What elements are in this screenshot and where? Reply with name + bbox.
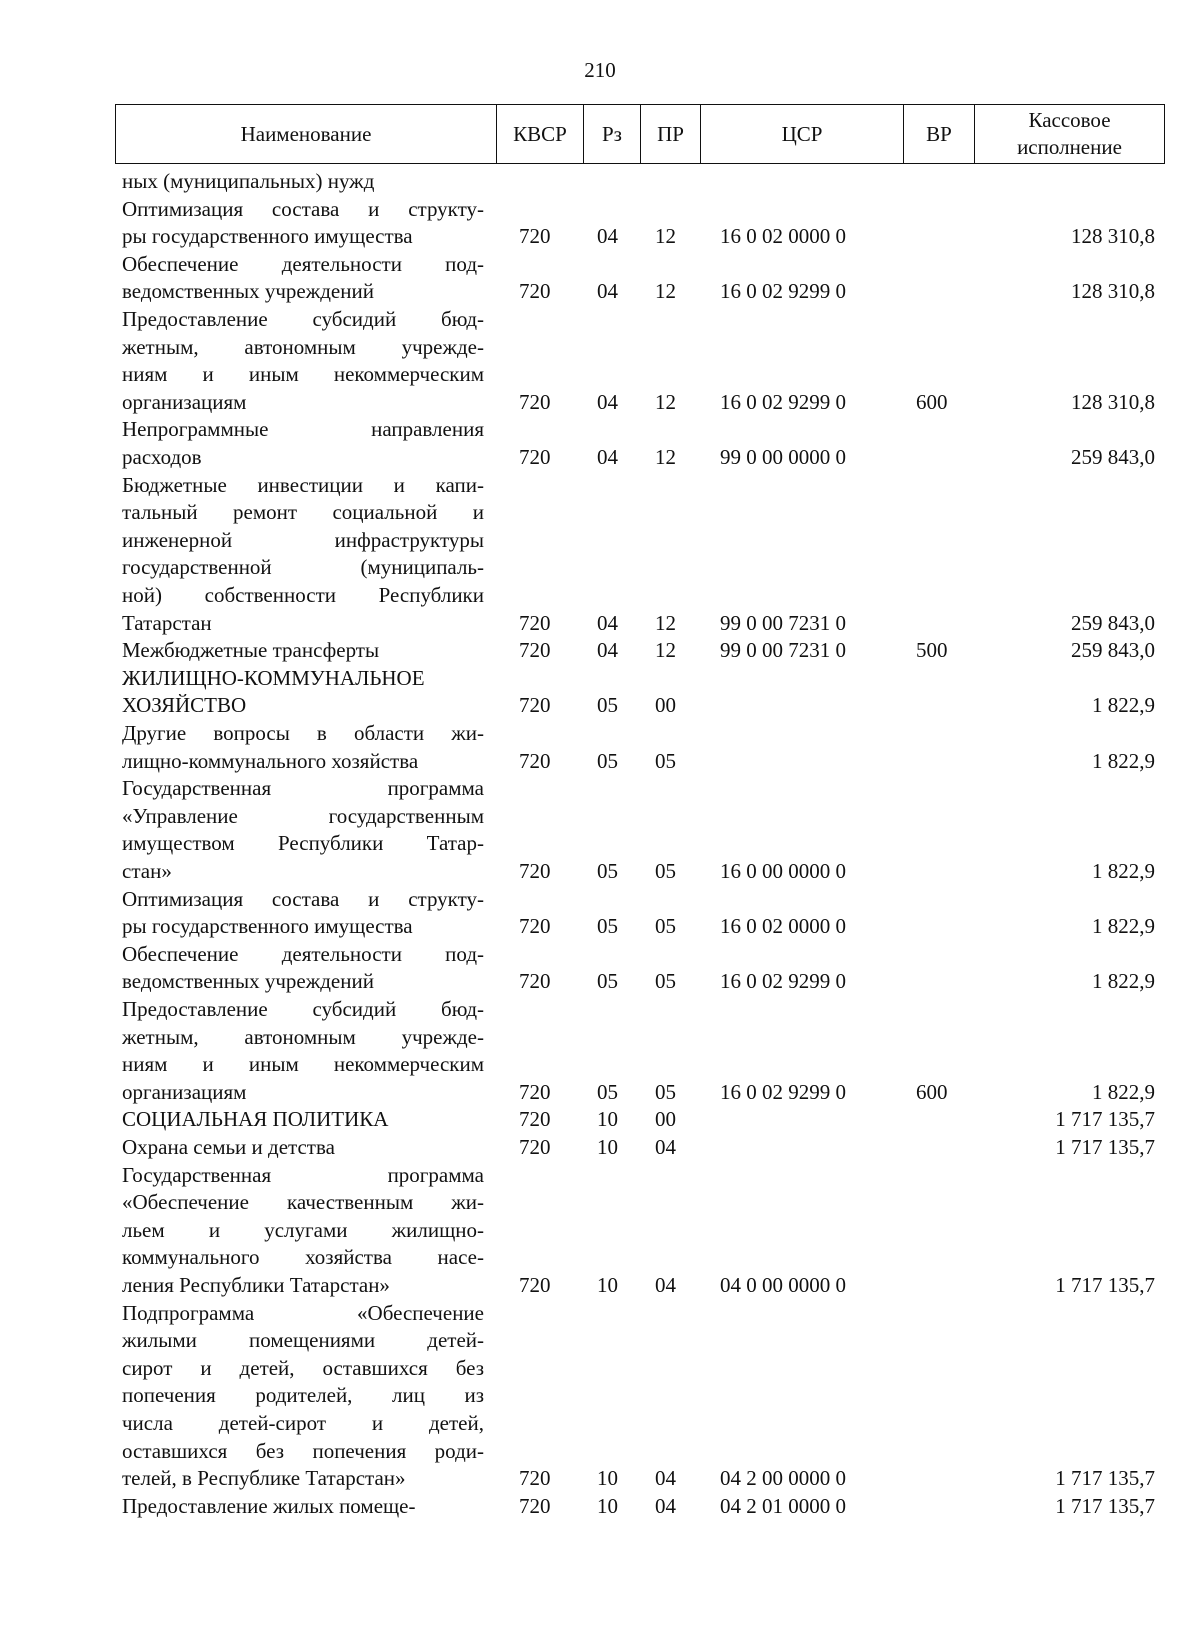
table-row (0, 1162, 1200, 1300)
row-name-line: Другие вопросы в области жи- (122, 721, 484, 745)
row-name-line: телей, в Республике Татарстан» (122, 1466, 406, 1491)
row-name (122, 886, 484, 941)
row-rz: 05 (597, 969, 618, 994)
row-rz: 04 (597, 224, 618, 249)
row-rz: 10 (597, 1493, 618, 1518)
row-csr: 04 2 00 0000 0 (720, 1466, 846, 1491)
row-name-line: ных (муниципальных) нужд (122, 169, 375, 193)
row-name-line: льем и услугами жилищно- (122, 1217, 484, 1242)
row-name-line: «Обеспечение качественным жи- (122, 1190, 484, 1215)
row-kvsr: 720 (519, 1135, 551, 1159)
table-row (0, 1493, 1200, 1521)
row-name-line: числа детей-сирот и детей, (122, 1411, 484, 1435)
row-csr: 16 0 02 9299 0 (720, 389, 846, 414)
row-name (122, 1493, 484, 1521)
row-amount: 1 717 135,7 (1055, 1273, 1155, 1297)
row-kvsr: 720 (519, 693, 551, 718)
row-name-line: Межбюджетные трансферты (122, 638, 380, 663)
row-name-line: Охрана семьи и детства (122, 1135, 335, 1159)
row-csr: 16 0 02 9299 0 (720, 969, 846, 994)
row-amount: 128 310,8 (1071, 224, 1155, 249)
row-name-line: оставшихся без попечения роди- (122, 1438, 484, 1463)
table-row (0, 1300, 1200, 1493)
row-name-line: организациям (122, 389, 247, 414)
row-csr: 16 0 00 0000 0 (720, 858, 846, 883)
row-name (122, 196, 484, 251)
table-row (0, 1106, 1200, 1134)
row-amount: 128 310,8 (1071, 279, 1155, 304)
row-pr: 05 (655, 1079, 676, 1104)
row-kvsr: 720 (519, 444, 551, 469)
row-vr: 600 (916, 1079, 948, 1104)
row-amount: 259 843,0 (1071, 444, 1155, 469)
row-csr: 16 0 02 9299 0 (720, 279, 846, 304)
row-pr: 12 (655, 279, 676, 304)
table-row (0, 720, 1200, 775)
row-name (122, 941, 484, 996)
row-name-line: инженерной инфраструктуры (122, 527, 484, 552)
row-name-line: расходов (122, 444, 202, 469)
header-csr: ЦСР (701, 105, 904, 163)
row-name (122, 168, 484, 196)
row-kvsr: 720 (519, 1466, 551, 1491)
row-csr: 99 0 00 0000 0 (720, 444, 846, 469)
row-name (122, 996, 484, 1106)
table-row (0, 472, 1200, 638)
table-row (0, 306, 1200, 416)
row-vr: 500 (916, 638, 948, 663)
row-amount: 1 822,9 (1092, 914, 1155, 939)
row-name (122, 1106, 484, 1134)
row-rz: 10 (597, 1466, 618, 1491)
row-name (122, 251, 484, 306)
row-csr: 16 0 02 9299 0 (720, 1079, 846, 1104)
header-vr: ВР (904, 105, 975, 163)
row-name-line: жетным, автономным учрежде- (122, 1024, 484, 1049)
row-kvsr: 720 (519, 914, 551, 939)
row-name (122, 1162, 484, 1300)
table-row (0, 1134, 1200, 1162)
row-name-line: Бюджетные инвестиции и капи- (122, 472, 484, 497)
row-name-line: ниям и иным некоммерческим (122, 362, 484, 387)
row-amount: 259 843,0 (1071, 610, 1155, 635)
row-rz: 04 (597, 610, 618, 635)
row-pr: 05 (655, 748, 676, 773)
row-rz: 10 (597, 1135, 618, 1159)
table-row (0, 196, 1200, 251)
row-amount: 1 717 135,7 (1055, 1135, 1155, 1159)
row-name-line: сирот и детей, оставшихся без (122, 1355, 484, 1380)
row-name (122, 775, 484, 885)
table-header (115, 104, 1165, 164)
row-pr: 04 (655, 1493, 676, 1518)
row-name-line: ниям и иным некоммерческим (122, 1052, 484, 1077)
table-row (0, 941, 1200, 996)
row-rz: 05 (597, 1079, 618, 1104)
header-rz: Рз (584, 105, 641, 163)
row-name-line: ведомственных учреждений (122, 279, 374, 304)
row-pr: 04 (655, 1273, 676, 1297)
row-rz: 05 (597, 858, 618, 883)
row-pr: 04 (655, 1135, 676, 1159)
table-row (0, 168, 1200, 196)
row-name-line: Оптимизация состава и структу- (122, 196, 484, 221)
row-name-line: имуществом Республики Татар- (122, 831, 484, 856)
row-kvsr: 720 (519, 1493, 551, 1518)
row-name-line: Татарстан (122, 610, 212, 635)
header-kvsr: КВСР (497, 105, 584, 163)
row-name-line: ЖИЛИЩНО-КОММУНАЛЬНОЕ (122, 665, 425, 690)
header-kassovoe-line2: исполнение (1017, 135, 1122, 159)
row-name-line: Непрограммные направления (122, 417, 484, 442)
row-name-line: ления Республики Татарстан» (122, 1273, 390, 1297)
row-name-line: Предоставление субсидий бюд- (122, 307, 484, 332)
row-pr: 12 (655, 610, 676, 635)
row-amount: 1 822,9 (1092, 748, 1155, 773)
row-pr: 12 (655, 389, 676, 414)
row-rz: 04 (597, 444, 618, 469)
table-row (0, 637, 1200, 665)
row-name-line: ведомственных учреждений (122, 969, 374, 994)
header-kassovoe-line1: Кассовое (1028, 108, 1111, 132)
row-amount: 1 822,9 (1092, 858, 1155, 883)
row-pr: 04 (655, 1466, 676, 1491)
row-csr: 99 0 00 7231 0 (720, 610, 846, 635)
row-name-line: коммунального хозяйства насе- (122, 1245, 484, 1270)
table-row (0, 996, 1200, 1106)
row-amount: 1 822,9 (1092, 1079, 1155, 1104)
table-row (0, 665, 1200, 720)
row-name-line: Предоставление субсидий бюд- (122, 997, 484, 1022)
row-name-line: СОЦИАЛЬНАЯ ПОЛИТИКА (122, 1107, 389, 1132)
row-name (122, 720, 484, 775)
row-csr: 16 0 02 0000 0 (720, 224, 846, 249)
row-kvsr: 720 (519, 389, 551, 414)
row-name-line: ной) собственности Республики (122, 583, 484, 607)
row-pr: 05 (655, 969, 676, 994)
row-name (122, 306, 484, 416)
row-name (122, 665, 484, 720)
row-csr: 16 0 02 0000 0 (720, 914, 846, 939)
row-rz: 10 (597, 1273, 618, 1297)
header-kassovoe (975, 105, 1164, 163)
table-row (0, 251, 1200, 306)
row-rz: 05 (597, 693, 618, 718)
row-name-line: лищно-коммунального хозяйства (122, 748, 419, 773)
row-name-line: Государственная программа (122, 1162, 484, 1187)
row-name (122, 637, 484, 665)
row-name-line: жетным, автономным учрежде- (122, 334, 484, 359)
header-name: Наименование (116, 105, 497, 163)
row-name-line: Оптимизация состава и структу- (122, 886, 484, 911)
row-kvsr: 720 (519, 224, 551, 249)
row-name-line: жилыми помещениями детей- (122, 1328, 484, 1353)
row-rz: 10 (597, 1107, 618, 1132)
row-name-line: Подпрограмма «Обеспечение (122, 1300, 484, 1325)
row-name-line: Обеспечение деятельности под- (122, 941, 484, 966)
row-kvsr: 720 (519, 1273, 551, 1297)
row-name-line: государственной (муниципаль- (122, 555, 484, 580)
page-number: 210 (584, 58, 616, 82)
header-pr: ПР (641, 105, 701, 163)
row-name-line: ры государственного имущества (122, 224, 413, 249)
row-vr: 600 (916, 389, 948, 414)
row-pr: 12 (655, 444, 676, 469)
row-pr: 00 (655, 693, 676, 718)
row-rz: 04 (597, 279, 618, 304)
row-rz: 05 (597, 748, 618, 773)
row-name (122, 416, 484, 471)
row-name-line: Предоставление жилых помеще- (122, 1493, 416, 1518)
row-name-line: стан» (122, 858, 172, 883)
row-kvsr: 720 (519, 1079, 551, 1104)
row-kvsr: 720 (519, 1107, 551, 1132)
table-row (0, 775, 1200, 885)
row-kvsr: 720 (519, 969, 551, 994)
row-csr: 99 0 00 7231 0 (720, 638, 846, 663)
row-amount: 1 717 135,7 (1055, 1107, 1155, 1132)
row-name-line: ры государственного имущества (122, 914, 413, 939)
row-rz: 04 (597, 638, 618, 663)
row-name-line: организациям (122, 1079, 247, 1104)
row-kvsr: 720 (519, 610, 551, 635)
table-row (0, 416, 1200, 471)
row-csr: 04 0 00 0000 0 (720, 1273, 846, 1297)
row-csr: 04 2 01 0000 0 (720, 1493, 846, 1518)
row-amount: 1 717 135,7 (1055, 1493, 1155, 1518)
row-pr: 12 (655, 224, 676, 249)
row-name (122, 1134, 484, 1162)
row-pr: 05 (655, 858, 676, 883)
row-pr: 00 (655, 1107, 676, 1132)
row-amount: 1 717 135,7 (1055, 1466, 1155, 1491)
row-amount: 1 822,9 (1092, 969, 1155, 994)
row-kvsr: 720 (519, 858, 551, 883)
table-row (0, 886, 1200, 941)
row-amount: 128 310,8 (1071, 389, 1155, 414)
row-name-line: Государственная программа (122, 776, 484, 801)
row-name-line: «Управление государственным (122, 803, 484, 828)
row-rz: 04 (597, 389, 618, 414)
row-name-line: тальный ремонт социальной и (122, 500, 484, 525)
row-kvsr: 720 (519, 748, 551, 773)
row-name (122, 472, 484, 638)
row-pr: 05 (655, 914, 676, 939)
row-amount: 259 843,0 (1071, 638, 1155, 663)
row-kvsr: 720 (519, 638, 551, 663)
row-name (122, 1300, 484, 1493)
row-name-line: Обеспечение деятельности под- (122, 251, 484, 276)
row-kvsr: 720 (519, 279, 551, 304)
row-pr: 12 (655, 638, 676, 663)
row-name-line: ХОЗЯЙСТВО (122, 693, 247, 718)
row-name-line: попечения родителей, лиц из (122, 1383, 484, 1408)
row-amount: 1 822,9 (1092, 693, 1155, 718)
row-rz: 05 (597, 914, 618, 939)
